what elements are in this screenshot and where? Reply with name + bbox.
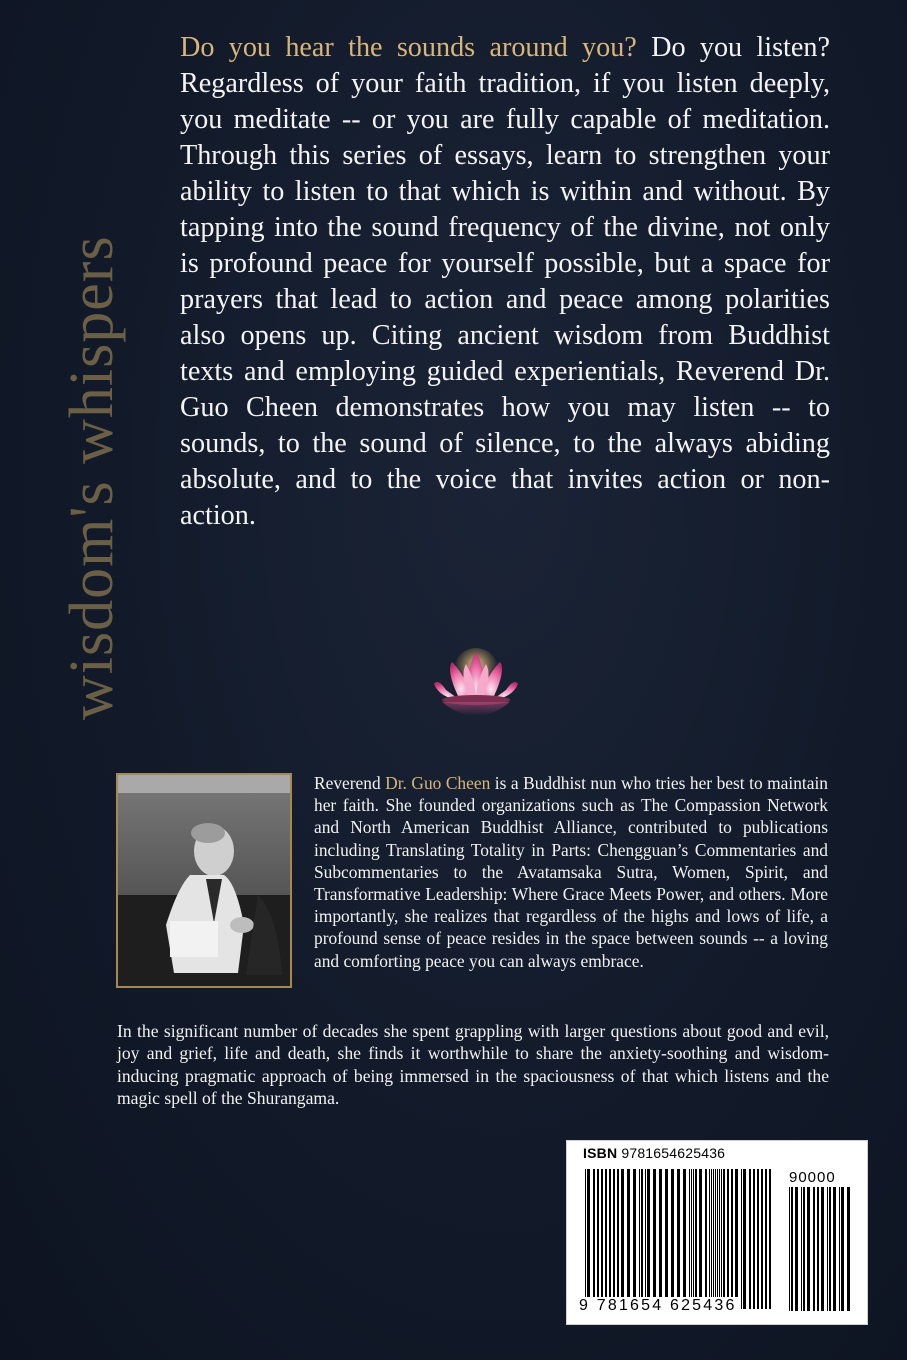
- barcode-bar: [761, 1169, 763, 1309]
- barcode-bar: [705, 1169, 707, 1309]
- barcode-bar: [647, 1169, 650, 1309]
- author-photo: [116, 773, 292, 988]
- barcode-bar: [841, 1187, 844, 1311]
- author-bio-prefix: Reverend: [314, 773, 386, 793]
- barcode-bar: [821, 1187, 824, 1311]
- barcode-bar: [671, 1169, 674, 1309]
- author-name: Dr. Guo Cheen: [385, 773, 491, 793]
- barcode-bar: [789, 1187, 790, 1311]
- barcode-bar: [709, 1169, 710, 1309]
- barcode-bar: [633, 1169, 636, 1309]
- price-code: 90000: [789, 1169, 836, 1186]
- barcode-bar: [639, 1169, 640, 1309]
- isbn-line: [583, 1145, 725, 1161]
- barcode-bar: [735, 1169, 738, 1309]
- barcode-bar: [689, 1169, 690, 1309]
- barcode-bar: [609, 1169, 611, 1309]
- lotus-icon: [428, 640, 524, 726]
- barcode-bar: [749, 1169, 751, 1309]
- author-bio: [314, 772, 828, 972]
- barcode-bar: [801, 1187, 802, 1311]
- barcode-bar: [795, 1187, 798, 1311]
- barcode-bar: [765, 1169, 767, 1309]
- barcode-bar: [641, 1169, 643, 1309]
- barcode-bar: [839, 1187, 840, 1311]
- barcode-bar: [695, 1169, 697, 1309]
- blurb-lead-question: Do you hear the sounds around you?: [180, 32, 637, 63]
- barcode-bar: [817, 1187, 819, 1311]
- addon-bars: [789, 1187, 855, 1311]
- barcode-bar: [693, 1169, 694, 1309]
- author-bio-text: is a Buddhist nun who tries her best to maintain her faith. She founded organizations such as The Compassion Network and North American Buddhist Alliance, contributed to publications including Translating Totality in Parts: Chengguan’s Commentaries and Subcommentaries to the Avatamsaka Sutra, Women, Spirit, and Transformative Leadership: Where Grace Meets Power, and others. More importantly, she realizes that regardless of the highs and lows of life, a profound sense of peace resides in the space between sounds -- a loving and comforting peace you can always embrace.: [314, 773, 828, 971]
- barcode-bar: [665, 1169, 668, 1309]
- barcode-bar: [827, 1187, 828, 1311]
- ean13-bars: [585, 1169, 775, 1309]
- isbn-barcode: [566, 1140, 868, 1325]
- barcode-bar: [677, 1169, 680, 1309]
- barcode-bar: [605, 1169, 607, 1309]
- vertical-book-title: wisdom's whispers: [58, 235, 126, 720]
- barcode-bar: [621, 1169, 624, 1309]
- ean-digits: 9 781654 625436: [579, 1297, 737, 1314]
- barcode-bar: [597, 1169, 599, 1309]
- barcode-bar: [753, 1169, 755, 1309]
- author-bio-continued: In the significant number of decades she spent grappling with larger questions about good and evil, joy and grief, life and death, she finds it worthwhile to share the anxiety-soothing and wisdom-inducing pragmatic approach of being immersed in the spaciousness of that which listens and the magic spell of the Shurangama.: [117, 1021, 829, 1109]
- barcode-bar: [727, 1169, 729, 1309]
- barcode-bar: [833, 1187, 836, 1311]
- barcode-bar: [585, 1169, 586, 1309]
- barcode-bar: [723, 1169, 725, 1309]
- barcode-bar: [587, 1169, 590, 1309]
- barcode-bar: [719, 1169, 720, 1309]
- barcode-bar: [593, 1169, 595, 1309]
- barcode-bar: [613, 1169, 615, 1309]
- blurb-body: Do you listen? Regardless of your faith tradition, if you listen deeply, you meditate -- or you are fully capable of meditation. Through this series of essays, learn to strengthen your ability to listen to that which is within and without. By tapping into the sound frequency of the divine, not only is profound peace for yourself possible, but a space for prayers that lead to action and peace among polarities also opens up. Citing ancient wisdom from Buddhist texts and employing guided experientials, Reverend Dr. Guo Cheen demonstrates how you may listen -- to sounds, to the sound of silence, to the always abiding absolute, and to the voice that invites action or non-action.: [180, 32, 830, 531]
- isbn-label: ISBN: [583, 1145, 618, 1161]
- barcode-bar: [743, 1169, 746, 1309]
- barcode-bar: [713, 1169, 714, 1309]
- barcode-bar: [813, 1187, 815, 1311]
- barcode-bar: [803, 1187, 805, 1311]
- barcode-bar: [659, 1169, 662, 1309]
- barcode-bar: [711, 1169, 712, 1309]
- barcode-bar: [769, 1169, 771, 1309]
- barcode-bar: [699, 1169, 702, 1309]
- barcode-bar: [731, 1169, 733, 1309]
- barcode-bar: [757, 1169, 759, 1309]
- barcode-bar: [601, 1169, 603, 1309]
- blurb-paragraph: [180, 30, 830, 534]
- isbn-number: 9781654625436: [621, 1145, 726, 1161]
- barcode-bar: [645, 1169, 646, 1309]
- barcode-bar: [617, 1169, 619, 1309]
- barcode-bar: [741, 1169, 742, 1309]
- barcode-bar: [721, 1169, 722, 1309]
- barcode-bar: [627, 1169, 630, 1309]
- barcode-bar: [715, 1169, 716, 1309]
- barcode-bar: [791, 1187, 793, 1311]
- barcode-bar: [807, 1187, 810, 1311]
- author-photo-image: [118, 775, 290, 986]
- barcode-bar: [683, 1169, 686, 1309]
- barcode-bar: [717, 1169, 718, 1309]
- barcode-bar: [829, 1187, 831, 1311]
- barcode-bar: [691, 1169, 692, 1309]
- barcode-bar: [653, 1169, 656, 1309]
- barcode-bar: [847, 1187, 850, 1311]
